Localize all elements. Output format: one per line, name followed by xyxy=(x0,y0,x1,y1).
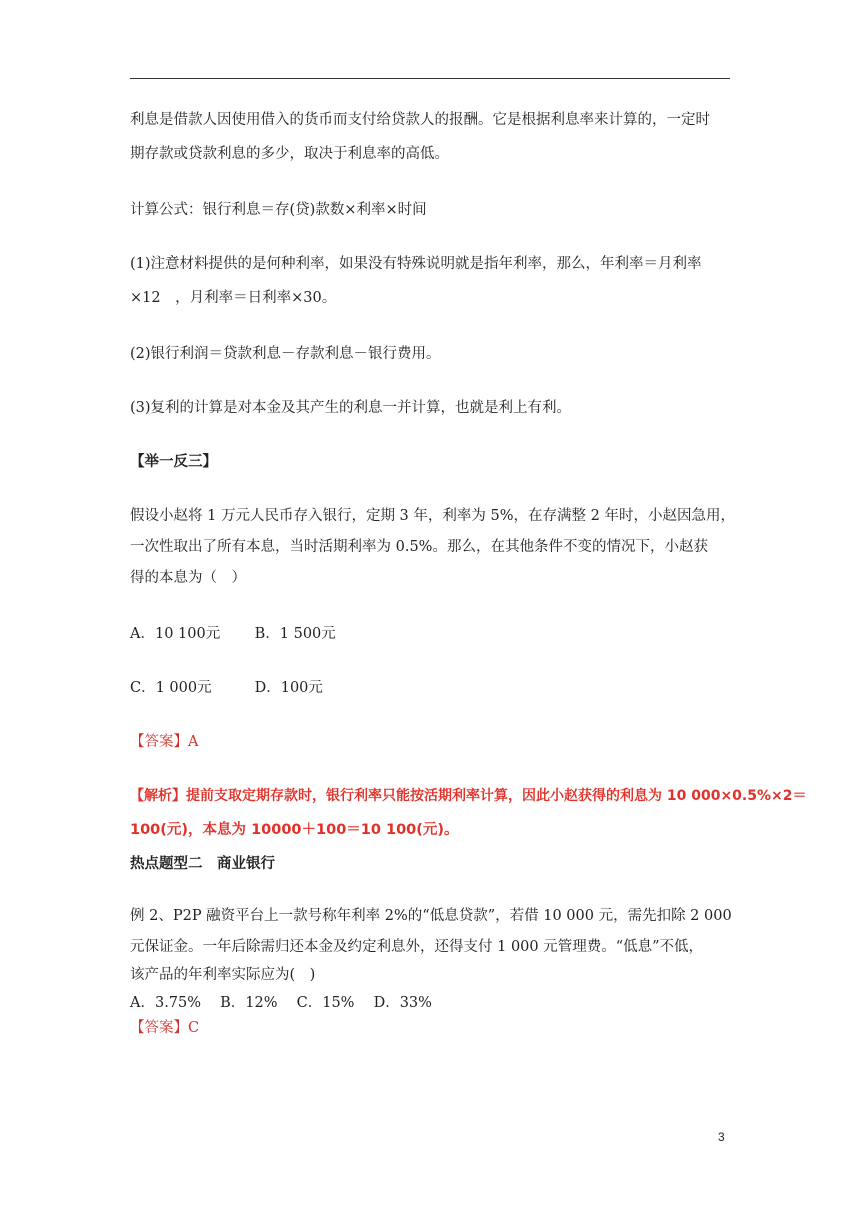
note-1-line-2: ×12 ，月利率＝日利率×30。 xyxy=(130,290,337,306)
option-a: A．10 100元 xyxy=(130,626,221,642)
question-1 xyxy=(130,502,740,592)
answer-1-label: 【答案】 xyxy=(130,734,188,750)
answer-2-label: 【答案】 xyxy=(130,1020,188,1036)
analysis-1-line-1: 【解析】提前支取定期存款时，银行利率只能按活期利率计算，因此小赵获得的利息为 10 000×0.5%×2＝ xyxy=(130,788,807,804)
question-2-line-1: 例 2、P2P 融资平台上一款号称年利率 2%的“低息贷款”，若借 10 000 元，需先扣除 2 000 xyxy=(130,908,732,924)
section-heading-practice xyxy=(130,448,740,476)
intro-paragraph xyxy=(130,106,740,168)
question-1-line-2: 一次性取出了所有本息，当时活期利率为 0.5%。那么，在其他条件不变的情况下，小赵获 xyxy=(130,539,708,555)
question-1-options-row-1 xyxy=(130,620,740,648)
intro-line-1: 利息是借款人因使用借入的货币而支付给贷款人的报酬。它是根据利息率来计算的，一定时 xyxy=(130,112,710,128)
question-2-line-3: 该产品的年利率实际应为( ) xyxy=(130,967,316,983)
question-1-line-3: 得的本息为（ ） xyxy=(130,570,246,586)
option-b: B．1 500元 xyxy=(254,626,336,642)
question-2 xyxy=(130,902,740,1017)
option-d: D．100元 xyxy=(254,680,323,696)
answer-1 xyxy=(130,728,740,756)
section-heading-commercial-bank-text: 热点题型二 商业银行 xyxy=(130,856,275,872)
question-2-options: A．3.75% B．12% C．15% D．33% xyxy=(130,995,432,1011)
note-2-text: (2)银行利润＝贷款利息－存款利息－银行费用。 xyxy=(130,346,441,362)
formula-text: 计算公式：银行利息＝存(贷)款数×利率×时间 xyxy=(130,202,427,218)
answer-1-value: A xyxy=(188,734,199,750)
answer-2-value: C xyxy=(188,1020,200,1036)
analysis-1-line-2: 100(元)，本息为 10000＋100＝10 100(元)。 xyxy=(130,822,459,838)
question-1-line-1: 假设小赵将 1 万元人民币存入银行，定期 3 年，利率为 5%，在存满整 2 年时，小赵因急用， xyxy=(130,508,735,524)
note-1-paragraph xyxy=(130,250,740,312)
question-1-options-row-2 xyxy=(130,674,740,702)
section-heading-commercial-bank xyxy=(130,850,740,878)
intro-line-2: 期存款或贷款利息的多少，取决于利息率的高低。 xyxy=(130,146,449,162)
header-rule xyxy=(130,78,730,79)
option-c: C．1 000元 xyxy=(130,680,212,696)
section-heading-practice-text: 【举一反三】 xyxy=(130,454,217,470)
note-3-paragraph xyxy=(130,394,740,422)
answer-2 xyxy=(130,1014,740,1042)
note-1-line-1: (1)注意材料提供的是何种利率，如果没有特殊说明就是指年利率，那么，年利率＝月利率 xyxy=(130,256,702,272)
note-3-text: (3)复利的计算是对本金及其产生的利息一并计算，也就是利上有利。 xyxy=(130,400,572,416)
question-2-line-2: 元保证金。一年后除需归还本金及约定利息外，还得支付 1 000 元管理费。“低息”不低， xyxy=(130,939,704,955)
page-number: 3 xyxy=(718,1130,725,1144)
analysis-1 xyxy=(130,782,807,844)
formula-paragraph xyxy=(130,196,740,224)
note-2-paragraph xyxy=(130,340,740,368)
